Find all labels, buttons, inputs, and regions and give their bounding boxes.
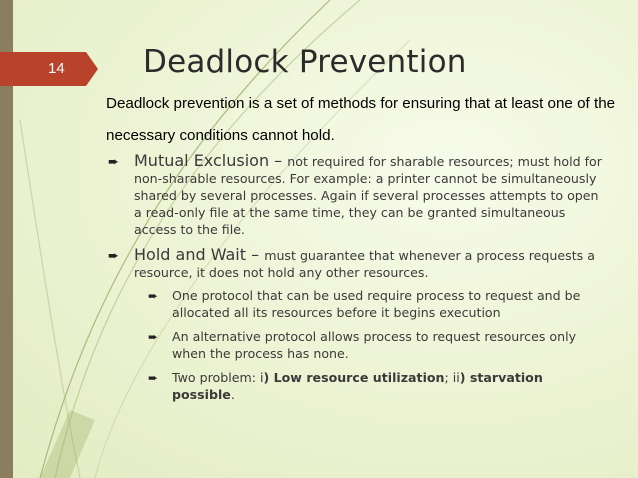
bullet-mutual-exclusion: [108, 152, 608, 238]
slide-title: Deadlock Prevention: [143, 44, 467, 80]
right-arrow-icon: ➨: [108, 249, 119, 264]
problem-mid: ;: [444, 370, 453, 385]
bullet-separator: –: [246, 245, 265, 264]
intro-line-2: necessary conditions cannot hold.: [106, 127, 335, 144]
right-arrow-icon: ➨: [108, 155, 119, 170]
problem-i-label: i: [259, 370, 264, 385]
bullet-hold-and-wait: [108, 246, 608, 403]
intro-line-1: Deadlock prevention is a set of methods for ensuring that at least one of the: [106, 95, 616, 112]
bullet-lead: Hold and Wait: [134, 245, 247, 264]
problem-i-text: ) Low resource utilization: [263, 370, 445, 385]
bullet-lead: Mutual Exclusion: [134, 151, 270, 170]
sub-bullet-item: [148, 287, 608, 321]
slide-number-tab: [0, 52, 100, 86]
intro-text: [106, 88, 638, 152]
sub-bullet-item: [148, 328, 608, 362]
right-arrow-icon: ➨: [148, 330, 159, 344]
bullet-list: [108, 152, 608, 411]
bullet-text: must guarantee that whenever a process requests a resource, it does not hold any other resources.: [134, 248, 595, 280]
problem-ii-text: ) starvation possible: [172, 370, 543, 402]
sub-bullet-text: One protocol that can be used require process to request and be allocated all its resources before it begins execution: [172, 288, 581, 320]
sub-bullet-problem: [148, 369, 608, 403]
right-arrow-icon: ➨: [148, 371, 159, 385]
problem-end: .: [230, 387, 235, 402]
bullet-separator: –: [269, 151, 288, 170]
problem-ii-label: ii: [452, 370, 460, 385]
bullet-text: not required for sharable resources; must hold for non-sharable resources. For example: a printer cannot be simultaneously shared by several processes. Again if several processes attempts to open a read-only file at the same time, they can be granted simultaneous access to the file.: [134, 154, 602, 237]
sub-bullet-text: An alternative protocol allows process to request resources only when the process has none.: [172, 329, 577, 361]
problem-prefix: Two problem:: [172, 370, 260, 385]
sub-bullet-list: [146, 287, 608, 403]
slide-number: 14: [48, 60, 65, 77]
right-arrow-icon: ➨: [148, 289, 159, 303]
